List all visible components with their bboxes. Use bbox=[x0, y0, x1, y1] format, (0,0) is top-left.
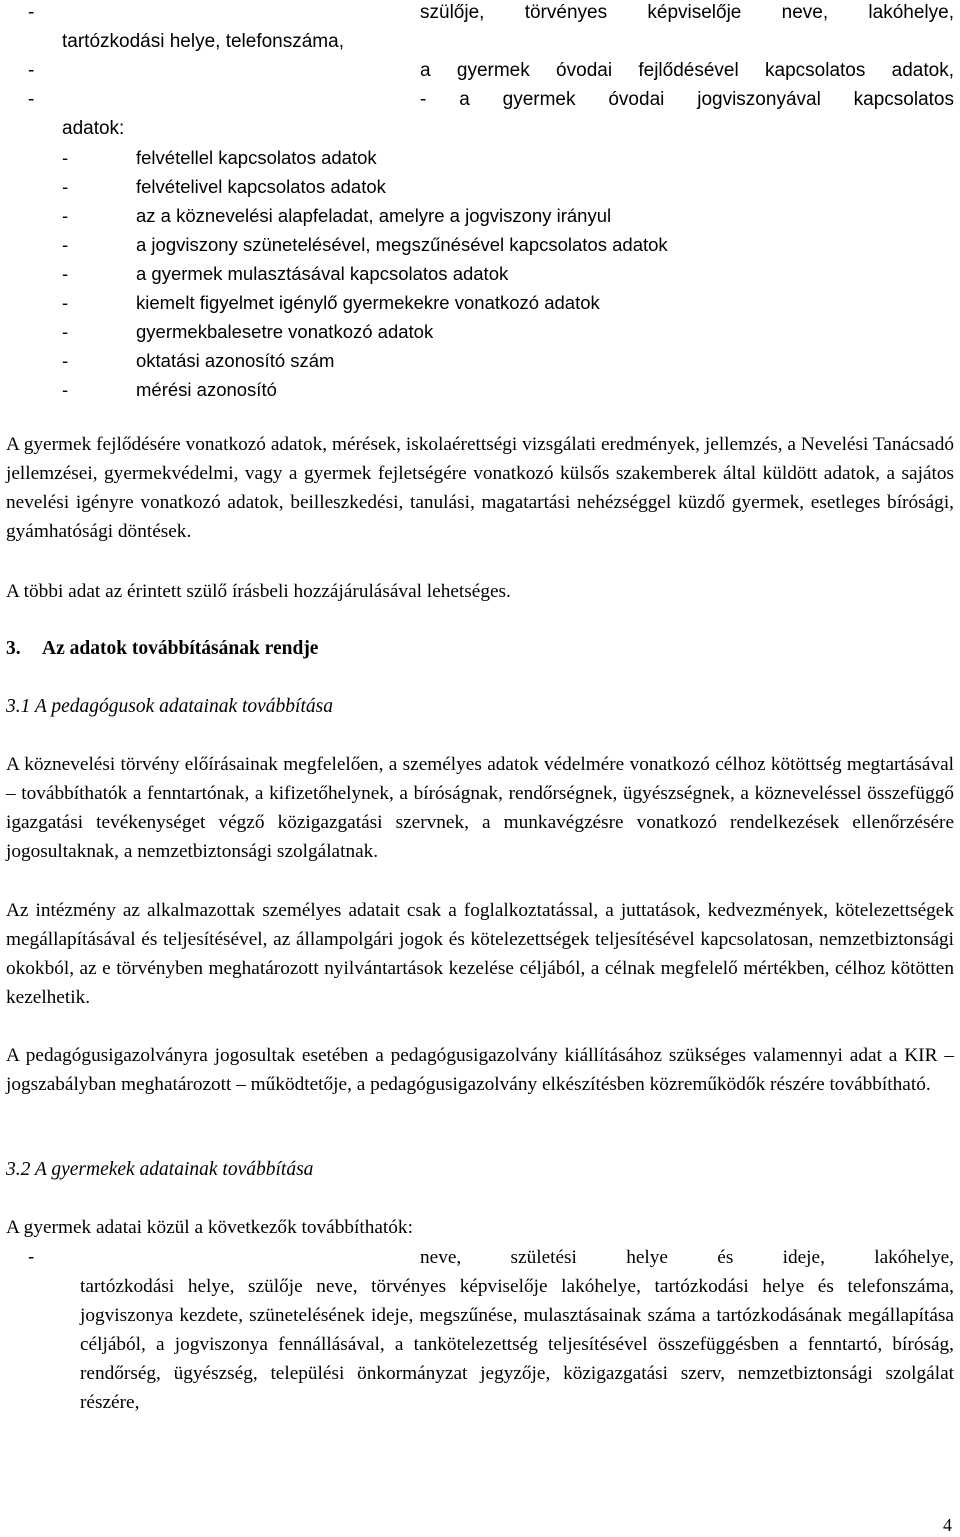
sub-list-dash: - bbox=[62, 292, 69, 313]
sub-list-dash: - bbox=[62, 263, 69, 284]
section-title: Az adatok továbbításának rendje bbox=[42, 638, 319, 659]
list-item-development bbox=[62, 56, 954, 85]
paragraph-employee-data: Az intézmény az alkalmazottak személyes adatait csak a foglalkoztatással, a juttatások, kedvezmények, kötelezettségek megállapításával és teljesítésével, az állampolgári jogok és kötelezettségek teljesítésével kapcsolatosan, nemzetbiztonsági okokból, az e törvényben meghatározott nyilvántartások kezelése céljából, a célnak megfelelő mértékben, célhoz kötötten kezelhetik. bbox=[6, 900, 954, 1008]
paragraph-teacher-data-transfer: A köznevelési törvény előírásainak megfelelően, a személyes adatok védelmére vonatkozó célhoz kötöttség megtartásával – továbbíthatók a fenntartónak, a kifizetőhelynek, a bíróságnak, rendőrségnek, ügyészségnek, a közneveléssel összefüggő igazgatási tevékenységet végző közigazgatási szervnek, a munkavégzésre vonatkozó rendelkezések ellenőrzésére jogosultaknak, a nemzetbiztonsági szolgálatnak. bbox=[6, 754, 954, 862]
list-dash: - bbox=[28, 1247, 35, 1268]
paragraph-teacher-id-card: A pedagógusigazolványra jogosultak esetében a pedagógusigazolvány kiállításához szükséges valamennyi adat a KIR – jogszabályban meghatározott – működtetője, a pedagógusigazolvány elkészítésben közreműködők részére továbbítható. bbox=[6, 1045, 954, 1095]
list-item-continuation: tartózkodási helye, szülője neve, törvényes képviselője lakóhelye, tartózkodási helye és telefonszáma, jogviszonya kezdete, szünetelésének ideje, megszűnése, mulasztásainak száma a tartózkodásának megállapítása céljából, a jogviszonya fennállásával, a tankötelezettség teljesítésével összefüggésben a fenntartó, bíróság, rendőrség, ügyészség, települési önkormányzat jegyzője, közigazgatási szerv, nemzetbiztonsági szolgálat részére, bbox=[80, 1276, 954, 1413]
list-item-continuation: tartózkodási helye, telefonszáma, bbox=[62, 31, 344, 52]
paragraph-child-data-intro: A gyermek adatai közül a következők továbbíthatók: bbox=[6, 1217, 413, 1238]
list-item-child-data bbox=[80, 1243, 954, 1417]
sub-list-dash: - bbox=[62, 321, 69, 342]
list-item-relationship bbox=[62, 85, 954, 143]
list-item-first-line: a gyermek óvodai fejlődésével kapcsolatos adatok, bbox=[420, 60, 954, 81]
sub-list-dash: - bbox=[62, 205, 69, 226]
list-item-first-line: szülője, törvényes képviselője neve, lakóhelye, bbox=[420, 2, 954, 23]
sub-list-dash: - bbox=[62, 147, 69, 168]
sub-list-text: gyermekbalesetre vonatkozó adatok bbox=[136, 321, 434, 342]
list-item-parent bbox=[62, 0, 954, 56]
sub-list-text: felvétellel kapcsolatos adatok bbox=[136, 147, 377, 168]
paragraph-other-data: A többi adat az érintett szülő írásbeli hozzájárulásával lehetséges. bbox=[6, 581, 511, 602]
sub-list-dash: - bbox=[62, 379, 69, 400]
sub-list-text: oktatási azonosító szám bbox=[136, 350, 335, 371]
list-dash: - bbox=[28, 2, 35, 23]
list-item-continuation: adatok: bbox=[62, 118, 125, 139]
sub-list-dash: - bbox=[62, 350, 69, 371]
sub-list-dash: - bbox=[62, 176, 69, 197]
list-dash: - bbox=[28, 60, 35, 81]
sub-list-text: az a köznevelési alapfeladat, amelyre a jogviszony irányul bbox=[136, 205, 612, 226]
paragraph-development-data: A gyermek fejlődésére vonatkozó adatok, mérések, iskolaérettségi vizsgálati eredmények, jellemzés, a Nevelési Tanácsadó jellemzései, gyermekvédelmi, vagy a gyermek fejletségére vonatkozó külsős szakemberek által küldött adatok, a sajátos nevelési igényre vonatkozó adatok, beilleszkedési, tanulási, magatartási nehézséggel küzdő gyermek, esetleges bírósági, gyámhatósági döntések. bbox=[6, 434, 954, 542]
subsection-heading-3-1: 3.1 A pedagógusok adatainak továbbítása bbox=[6, 696, 333, 717]
subsection-heading-3-2: 3.2 A gyermekek adatainak továbbítása bbox=[6, 1159, 314, 1180]
page-number: 4 bbox=[943, 1515, 952, 1535]
sub-list-text: felvételivel kapcsolatos adatok bbox=[136, 176, 386, 197]
sub-list-text: mérési azonosító bbox=[136, 379, 277, 400]
sub-list-text: kiemelt figyelmet igénylő gyermekekre vonatkozó adatok bbox=[136, 292, 600, 313]
section-heading bbox=[6, 634, 318, 663]
list-item-first-line: neve, születési helye és ideje, lakóhelye, bbox=[420, 1247, 954, 1268]
section-number: 3. bbox=[6, 638, 21, 659]
sub-list-text: a gyermek mulasztásával kapcsolatos adatok bbox=[136, 263, 509, 284]
list-item-first-line: - a gyermek óvodai jogviszonyával kapcsolatos bbox=[420, 89, 954, 110]
sub-list-text: a jogviszony szünetelésével, megszűnésével kapcsolatos adatok bbox=[136, 234, 668, 255]
list-dash: - bbox=[28, 89, 35, 110]
sub-list-dash: - bbox=[62, 234, 69, 255]
